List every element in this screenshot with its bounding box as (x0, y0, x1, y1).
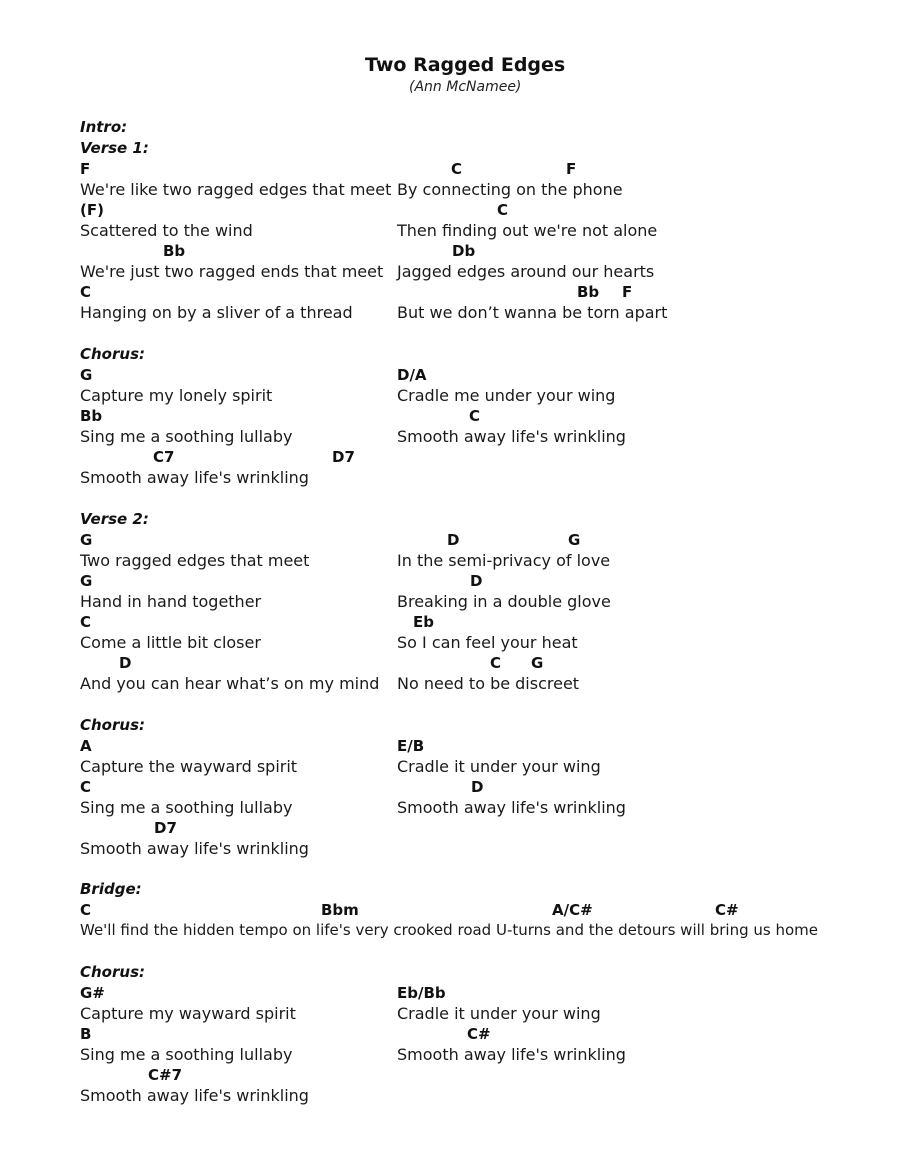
chord: G (80, 366, 93, 384)
lyric-line: Smooth away life's wrinkling (397, 798, 626, 817)
chord: C (80, 283, 92, 301)
lyric-line: But we don’t wanna be torn apart (397, 303, 668, 322)
lyric-line: Hand in hand together (80, 592, 262, 611)
lyric-line: So I can feel your heat (397, 633, 578, 652)
chord: G (80, 531, 93, 549)
section-intro-heading: Intro: (80, 118, 128, 136)
chord: F (80, 160, 91, 178)
section-verse2-heading: Verse 2: (80, 510, 149, 528)
chord: C#7 (148, 1066, 183, 1084)
section-bridge-heading: Bridge: (80, 880, 142, 898)
chord: D7 (154, 819, 177, 837)
chord: C (469, 407, 481, 425)
lyric-line: We're like two ragged edges that meet (80, 180, 392, 199)
chord: D7 (332, 448, 355, 466)
lyric-line: Smooth away life's wrinkling (80, 1086, 309, 1105)
chord: G (531, 654, 544, 672)
lyric-line: Smooth away life's wrinkling (80, 839, 309, 858)
lyric-line: Cradle me under your wing (397, 386, 616, 405)
lyric-line: Scattered to the wind (80, 221, 253, 240)
chord: C (80, 901, 92, 919)
lyric-line: Cradle it under your wing (397, 757, 601, 776)
lyric-line: Capture my lonely spirit (80, 386, 273, 405)
chord: F (622, 283, 633, 301)
lyric-line: Sing me a soothing lullaby (80, 798, 293, 817)
chord: Eb/Bb (397, 984, 446, 1002)
chord: D (471, 778, 484, 796)
chord: Bb (577, 283, 600, 301)
chord: A/C# (552, 901, 593, 919)
lyric-line: No need to be discreet (397, 674, 580, 693)
chord: D (470, 572, 483, 590)
lyric-line: Smooth away life's wrinkling (397, 427, 626, 446)
chord: C# (467, 1025, 491, 1043)
lyric-line: Jagged edges around our hearts (397, 262, 655, 281)
lyric-line: Capture the wayward spirit (80, 757, 298, 776)
chord: F (566, 160, 577, 178)
chord: Db (452, 242, 476, 260)
chord: Bb (80, 407, 103, 425)
chord: G (568, 531, 581, 549)
chord: B (80, 1025, 92, 1043)
chord: D (119, 654, 132, 672)
song-title: Two Ragged Edges (365, 54, 566, 76)
chord: A (80, 737, 92, 755)
chord: C (80, 778, 92, 796)
chord: G# (80, 984, 105, 1002)
chord: Eb (413, 613, 434, 631)
chord: C (497, 201, 509, 219)
chord: Bb (163, 242, 186, 260)
chord: D/A (397, 366, 427, 384)
lyric-line: Two ragged edges that meet (80, 551, 310, 570)
lyric-line: Smooth away life's wrinkling (397, 1045, 626, 1064)
lyric-line: Sing me a soothing lullaby (80, 427, 293, 446)
song-author: (Ann McNamee) (409, 79, 522, 95)
lyric-line: Then finding out we're not alone (397, 221, 658, 240)
chord: C (451, 160, 463, 178)
chord: D (447, 531, 460, 549)
chord: C (490, 654, 502, 672)
lyric-line: We'll find the hidden tempo on life's very crooked road U-turns and the detours will bring us home (80, 921, 818, 939)
lyric-line: Cradle it under your wing (397, 1004, 601, 1023)
lyric-line: Hanging on by a sliver of a thread (80, 303, 353, 322)
chord: G (80, 572, 93, 590)
lyric-line: Smooth away life's wrinkling (80, 468, 309, 487)
lyric-line: Sing me a soothing lullaby (80, 1045, 293, 1064)
section-chorus-heading: Chorus: (80, 345, 145, 363)
section-verse1-heading: Verse 1: (80, 139, 149, 157)
chord: C7 (153, 448, 175, 466)
section-chorus-heading: Chorus: (80, 716, 145, 734)
chord: E/B (397, 737, 425, 755)
section-chorus-heading: Chorus: (80, 963, 145, 981)
chord: Bbm (321, 901, 359, 919)
lyric-line: Come a little bit closer (80, 633, 261, 652)
chord: C# (715, 901, 739, 919)
lyric-line: And you can hear what’s on my mind (80, 674, 380, 693)
chord: (F) (80, 201, 104, 219)
lyric-line: We're just two ragged ends that meet (80, 262, 384, 281)
lyric-line: Capture my wayward spirit (80, 1004, 296, 1023)
lyric-line: Breaking in a double glove (397, 592, 611, 611)
lyric-line: By connecting on the phone (397, 180, 623, 199)
lyric-line: In the semi-privacy of love (397, 551, 611, 570)
chord: C (80, 613, 92, 631)
